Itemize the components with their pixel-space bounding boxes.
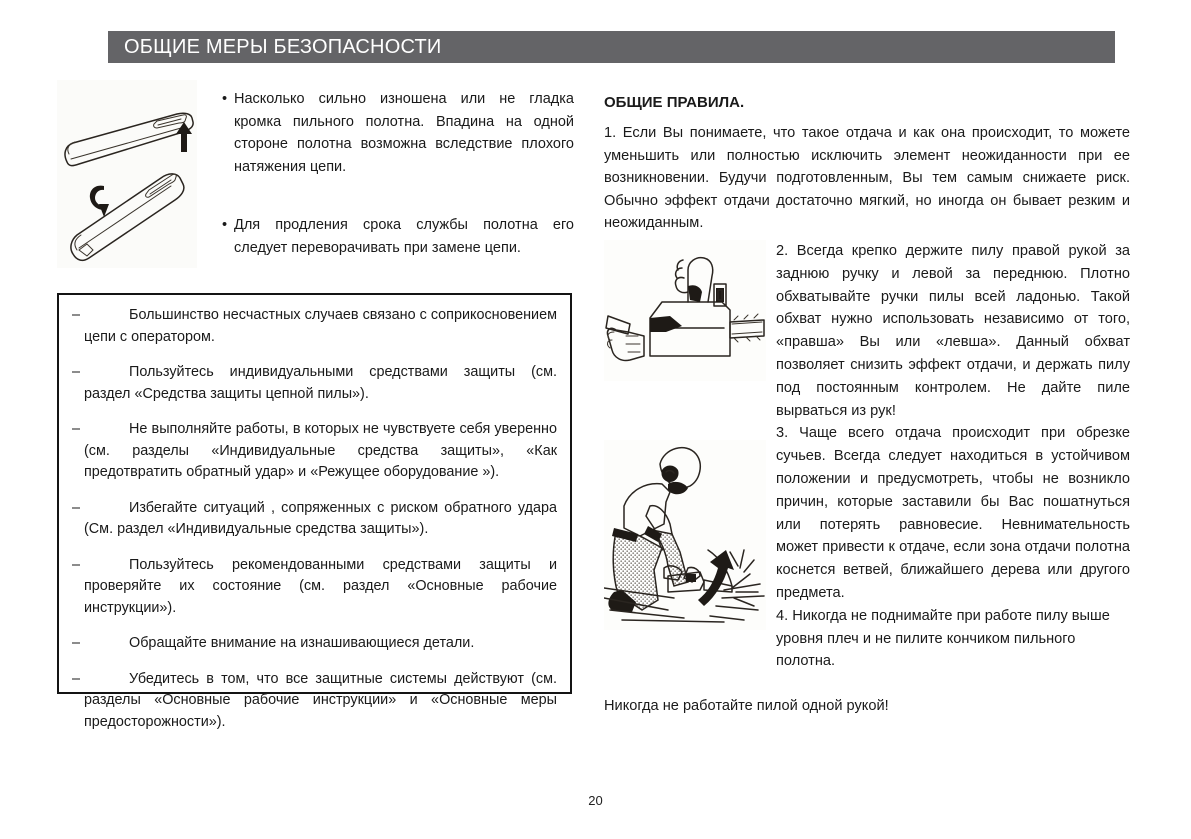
rule-text (84, 305, 557, 348)
dash-marker: – (72, 499, 81, 516)
left-bullet-list (222, 88, 574, 259)
page-number: 20 (588, 793, 603, 808)
paragraph-4: 4. Никогда не поднимайте при работе пилу выше уровня плеч и не пилите кончиком пильного полотна. (776, 607, 1110, 670)
list-item (72, 362, 557, 405)
list-item (72, 669, 557, 734)
warning-text: Никогда не работайте пилой одной рукой! (604, 698, 889, 715)
list-item (72, 633, 557, 655)
rule-text-value: Обращайте внимание на изнашивающиеся детали. (129, 635, 475, 651)
rule-text-value: Избегайте ситуаций , сопряженных с риском обратного удара (См. раздел «Индивидуальные средства защиты»). (84, 499, 557, 537)
chainsaw-guide-bar-flip-diagram (57, 80, 197, 268)
bullet-spacer (222, 178, 574, 214)
list-item (72, 419, 557, 484)
safety-rules-box (57, 293, 572, 730)
bullet-marker: • (222, 91, 228, 107)
rule-text (84, 362, 557, 405)
rule-text-value: Большинство несчастных случаев связано с соприкосновением цепи с оператором. (84, 307, 557, 345)
paragraph-2: 2. Всегда крепко держите пилу правой рукой за заднюю ручку и левой за переднюю. Плотно обхватывайте ручки пилы всей ладонью. Такой обхват нужно использовать независимо от того, «правша» Вы или «левша». Данный обхват позволяет снизить эффект отдачи, и держать пилу под постоянным контролем. Не дайте пиле вырваться из рук! (776, 243, 1130, 419)
rule-text (84, 498, 557, 541)
section-heading: ОБЩИЕ ПРАВИЛА. (604, 94, 745, 111)
list-item (222, 88, 574, 178)
dash-marker: – (72, 556, 81, 573)
hands-gripping-chainsaw-diagram (604, 240, 766, 381)
operator-limbing-branches-kickback-diagram (604, 440, 766, 630)
dash-marker: – (72, 670, 81, 687)
rule-text (84, 419, 557, 484)
paragraph-3: 3. Чаще всего отдача происходит при обрезке сучьев. Всегда следует находиться в устойчивом положении и предусмотреть, чтобы не возникло причин, которые заставили бы Вас пошатнуться или потерять равновесие. Невнимательность может привести к отдаче, если зона отдачи полотна коснется ветвей, ближайшего дерева или другого предмета. (776, 425, 1130, 601)
bullet-text: Для продления срока службы полотна его следует переворачивать при замене цепи. (234, 217, 574, 256)
list-item (72, 305, 557, 348)
paragraph-spacer (604, 673, 1130, 695)
rule-text (84, 555, 557, 620)
list-item (72, 555, 557, 620)
bullet-marker: • (222, 217, 228, 233)
dash-marker: – (72, 364, 81, 380)
page-title: ОБЩИЕ МЕРЫ БЕЗОПАСНОСТИ (124, 36, 442, 58)
list-item (222, 214, 574, 259)
dash-marker: – (72, 307, 81, 323)
list-item (72, 498, 557, 541)
rule-text-value: Пользуйтесь индивидуальными средствами защиты (см. раздел «Средства защиты цепной пилы»). (84, 364, 557, 402)
general-rules-section (604, 93, 1130, 238)
right-column-flow (604, 240, 1130, 718)
rule-text-value: Не выполняйте работы, в которых не чувствуете себя уверенно (см. разделы «Индивидуальные средства защиты», «Как предотвратить обратный удар» и «Режущее оборудование »). (84, 421, 557, 480)
paragraph-1: 1. Если Вы понимаете, что такое отдача и как она происходит, то можете уменьшить или полностью исключить элемент неожиданности при ее возникновении. Будучи подготовленным, Вы тем самым снижаете риск. Обычно эффект отдачи достаточно мягкий, но иногда он бывает резким и неожиданным. (604, 125, 1130, 231)
rule-text-value: Пользуйтесь рекомендованными средствами защиты и проверяйте их состояние (см. раздел «Основные рабочие инструкции»). (84, 556, 557, 616)
bullet-text: Насколько сильно изношена или не гладка кромка пильного полотна. Впадина на одной стороне полотна возможна вследствие плохого натяжения цепи. (234, 91, 574, 175)
rule-text-value: Убедитесь в том, что все защитные системы действуют (см. разделы «Основные рабочие инструкции» и «Основные меры предосторожности»). (84, 670, 557, 730)
rule-text (84, 633, 557, 655)
dash-marker: – (72, 635, 81, 651)
dash-marker: – (72, 421, 81, 437)
rule-text (84, 669, 557, 734)
